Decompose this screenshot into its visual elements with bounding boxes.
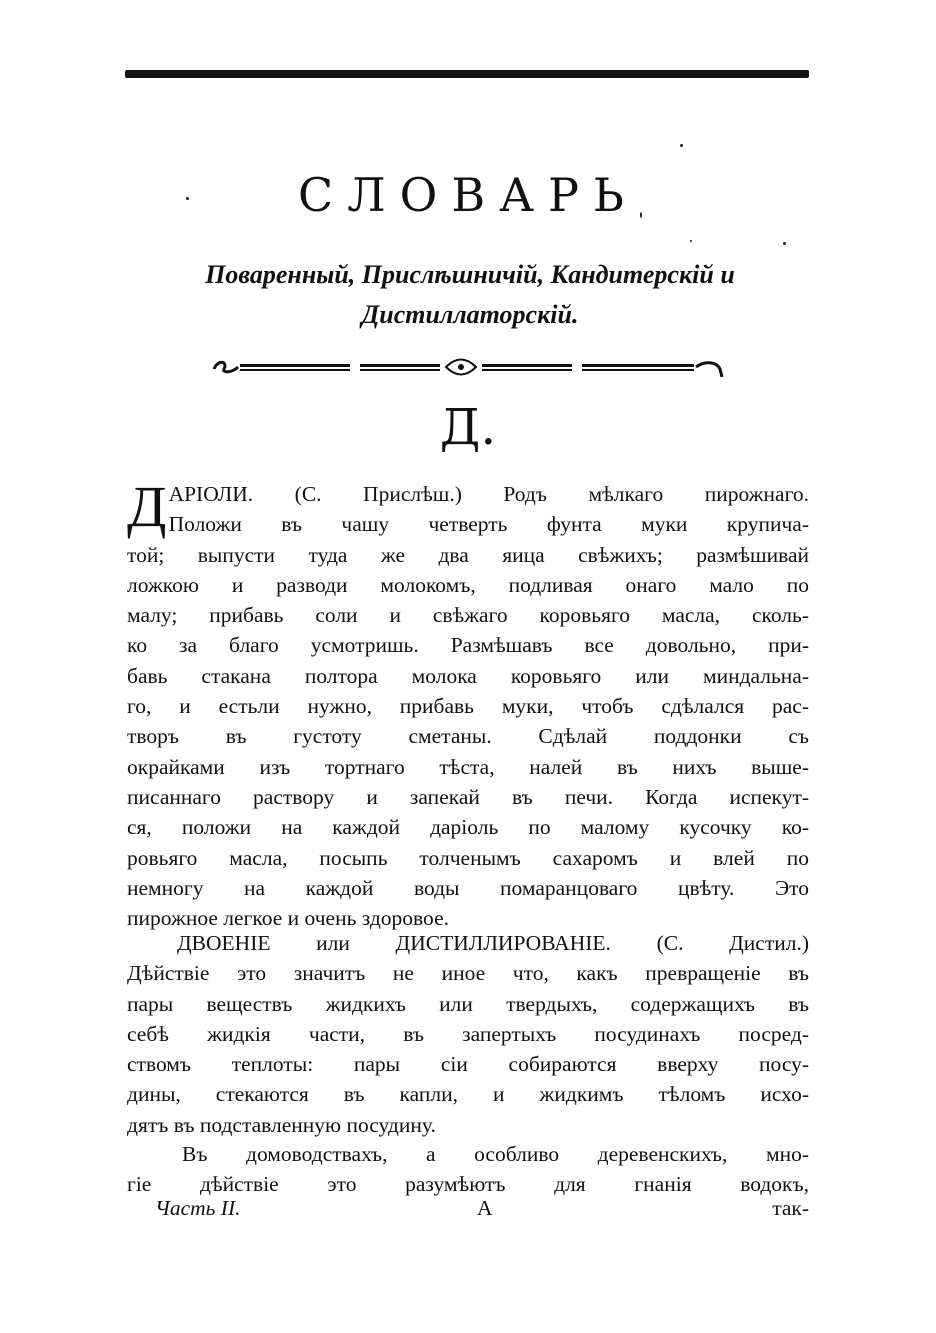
signature-mark: А (477, 1196, 493, 1220)
top-rule (125, 70, 809, 78)
text-line: го, и естьли нужно, прибавь муки, чтобъ сдѣлался рас- (127, 694, 809, 719)
text-line: ствомъ теплоты: пары сіи собираются вверху посу- (127, 1052, 809, 1077)
text-line: той; выпусти туда же два яица свѣжихъ; размѣшивай (127, 542, 809, 567)
text-line: АРІОЛИ. (С. Прислѣш.) Родъ мѣлкаго пирожнаго. (168, 482, 809, 506)
page-footer (127, 1196, 809, 1228)
page-title: СЛОВАРЬ (298, 168, 638, 222)
catchword: так- (772, 1196, 809, 1220)
text-line: творъ въ густоту сметаны. Сдѣлай поддонки съ (127, 724, 809, 749)
text-line: гіе дѣйствіе это разумѣютъ для гнанія водокъ, (127, 1172, 809, 1197)
text-line: Въ домоводствахъ, а особливо деревенскихъ, мно- (182, 1142, 809, 1166)
text-line: ровьяго масла, посыпь толченымъ сахаромъ и влей по (127, 845, 809, 870)
subtitle-line-2: Дистиллаторскій. (361, 300, 579, 329)
text-line: бавь стакана полтора молока коровьяго или миндальна- (127, 663, 809, 688)
ornamental-divider (210, 355, 730, 379)
text-line: немногу на каждой воды помаранцоваго цвѣту. Это (127, 875, 809, 900)
drop-cap: Д (127, 474, 167, 539)
text-line: дятъ въ подставленную посудину. (127, 1112, 436, 1137)
text-line: себѣ жидкія части, въ запертыхъ посудинахъ посред- (127, 1021, 809, 1046)
text-line: малу; прибавь соли и свѣжаго коровьяго масла, сколь- (127, 603, 809, 628)
text-line: писаннаго раствору и запекай въ печи. Когда испекут- (127, 784, 809, 809)
text-line: ложкою и разводи молокомъ, подливая онаго мало по (127, 572, 809, 597)
text-line: ко за благо усмотришь. Размѣшавъ все довольно, при- (127, 633, 809, 658)
text-line: окрайками изъ тортнаго тѣста, налей въ нихъ выше- (127, 754, 809, 779)
text-line: пары веществъ жидкихъ или твердыхъ, содержащихъ въ (127, 991, 809, 1016)
text-line: Положи въ чашу четверть фунта муки крупича- (168, 512, 809, 537)
volume-label: Часть II. (155, 1196, 241, 1220)
text-line: Дѣйствіе это значитъ не иное что, какъ превращеніе въ (127, 961, 809, 986)
section-letter: Д. (439, 398, 497, 456)
subtitle-line-1: Поваренный, Прислѣшничій, Кандитерскій и (205, 260, 735, 289)
entry-heading: ДВОЕНІЕ или ДИСТИЛЛИРОВАНІЕ. (С. Дистил.) (177, 931, 809, 955)
paragraph-domovodstvo (127, 1139, 809, 1200)
text-line: ся, положи на каждой даріоль по малому кусочку ко- (127, 815, 809, 840)
entry-dvoenie (127, 928, 809, 1140)
text-line: пирожное легкое и очень здоровое. (127, 906, 449, 931)
text-line: дины, стекаются въ капли, и жидкимъ тѣломъ исхо- (127, 1082, 809, 1107)
entry-darioli (127, 474, 809, 933)
